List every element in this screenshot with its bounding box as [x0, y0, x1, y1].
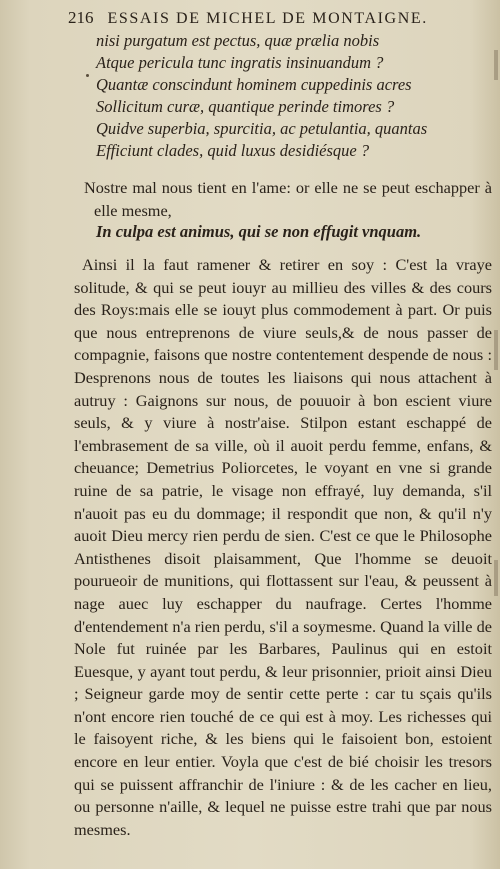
prose-paragraph-1 [84, 177, 492, 222]
verse-line: Quidve superbia, spurcitia, ac petulantia, quantas [96, 119, 428, 138]
verse-line: In culpa est animus, qui se non effugit vnquam. [96, 222, 422, 241]
running-title: ESSAIS DE MICHEL DE MONTAIGNE. [107, 10, 428, 27]
paragraph-text: Nostre mal nous tient en l'ame: or elle ne se peut eschapper à elle mesme, [84, 178, 492, 220]
page-edge-mark [494, 560, 498, 596]
page-edge-mark [494, 50, 498, 80]
verse-line: Efficiunt clades, quid luxus desidiésque ? [96, 141, 370, 160]
verse-line: Atque pericula tunc ingratis insinuandum ? [96, 53, 384, 72]
page-edge-mark [494, 330, 498, 370]
latin-verse-single [96, 221, 476, 243]
latin-verse-block [96, 30, 476, 162]
prose-paragraph-2 [74, 254, 492, 841]
margin-mark [86, 74, 89, 77]
page-number: 216 [68, 8, 94, 27]
verse-line: Quantæ conscindunt hominem cuppedinis acres [96, 75, 412, 94]
paragraph-text: Ainsi il la faut ramener & retirer en soy : C'est la vraye solitude, & qui se peut iouyr au millieu des villes & des cours des Roys:mais elle se iouyt plus commodement à part. Or puis que nous entreprenons de viure seuls,& de nous passer de compagnie, faisons que nostre contentement despende de nous : Desprenons nous de toutes les liaisons qui nous attachent à autruy : Gaignons sur nous, de pouuoir à bon escient viure seuls, & y viure à nostr'aise. Stilpon estant eschappé de l'embrasement de sa ville, où il auoit perdu femme, enfans, & cheuance; Demetrius Poliorcetes, le voyant en vne si grande ruine de sa patrie, le visage non effrayé, luy demanda, s'il n'auoit pas eu du dommage; il respondit que non, & qu'il n'y auoit Dieu mercy rien perdu de sien. C'est ce que le Philosophe Antisthenes disoit plaisamment, Que l'homme se deuoit pourueoir de munitions, qui flottassent sur l'eau, & peussent à nage auec luy eschapper du naufrage. Certes l'homme d'entendement n'a rien perdu, s'il a soymesme. Quand la ville de Nole fut ruinée par les Barbares, Paulinus qui en estoit Euesque, y ayant tout perdu, & leur prisonnier, prioit ainsi Dieu ; Seigneur garde moy de sentir cette perte : car tu sçais qu'ils n'ont encore rien touché de ce qui est à moy. Les richesses qui le faisoyent riche, & les biens qui le faisoient bon, estoient encore en leur entier. Voyla que c'est de bié choisir les tresors qui se puissent affranchir de l'iniure : & de les cacher en lieu, ou personne n'aille, & lequel ne puisse estre trahi que par nous mesmes. [74, 255, 492, 839]
verse-line: Sollicitum curæ, quantique perinde timores ? [96, 97, 395, 116]
verse-line: nisi purgatum est pectus, quæ prælia nobis [96, 31, 380, 50]
